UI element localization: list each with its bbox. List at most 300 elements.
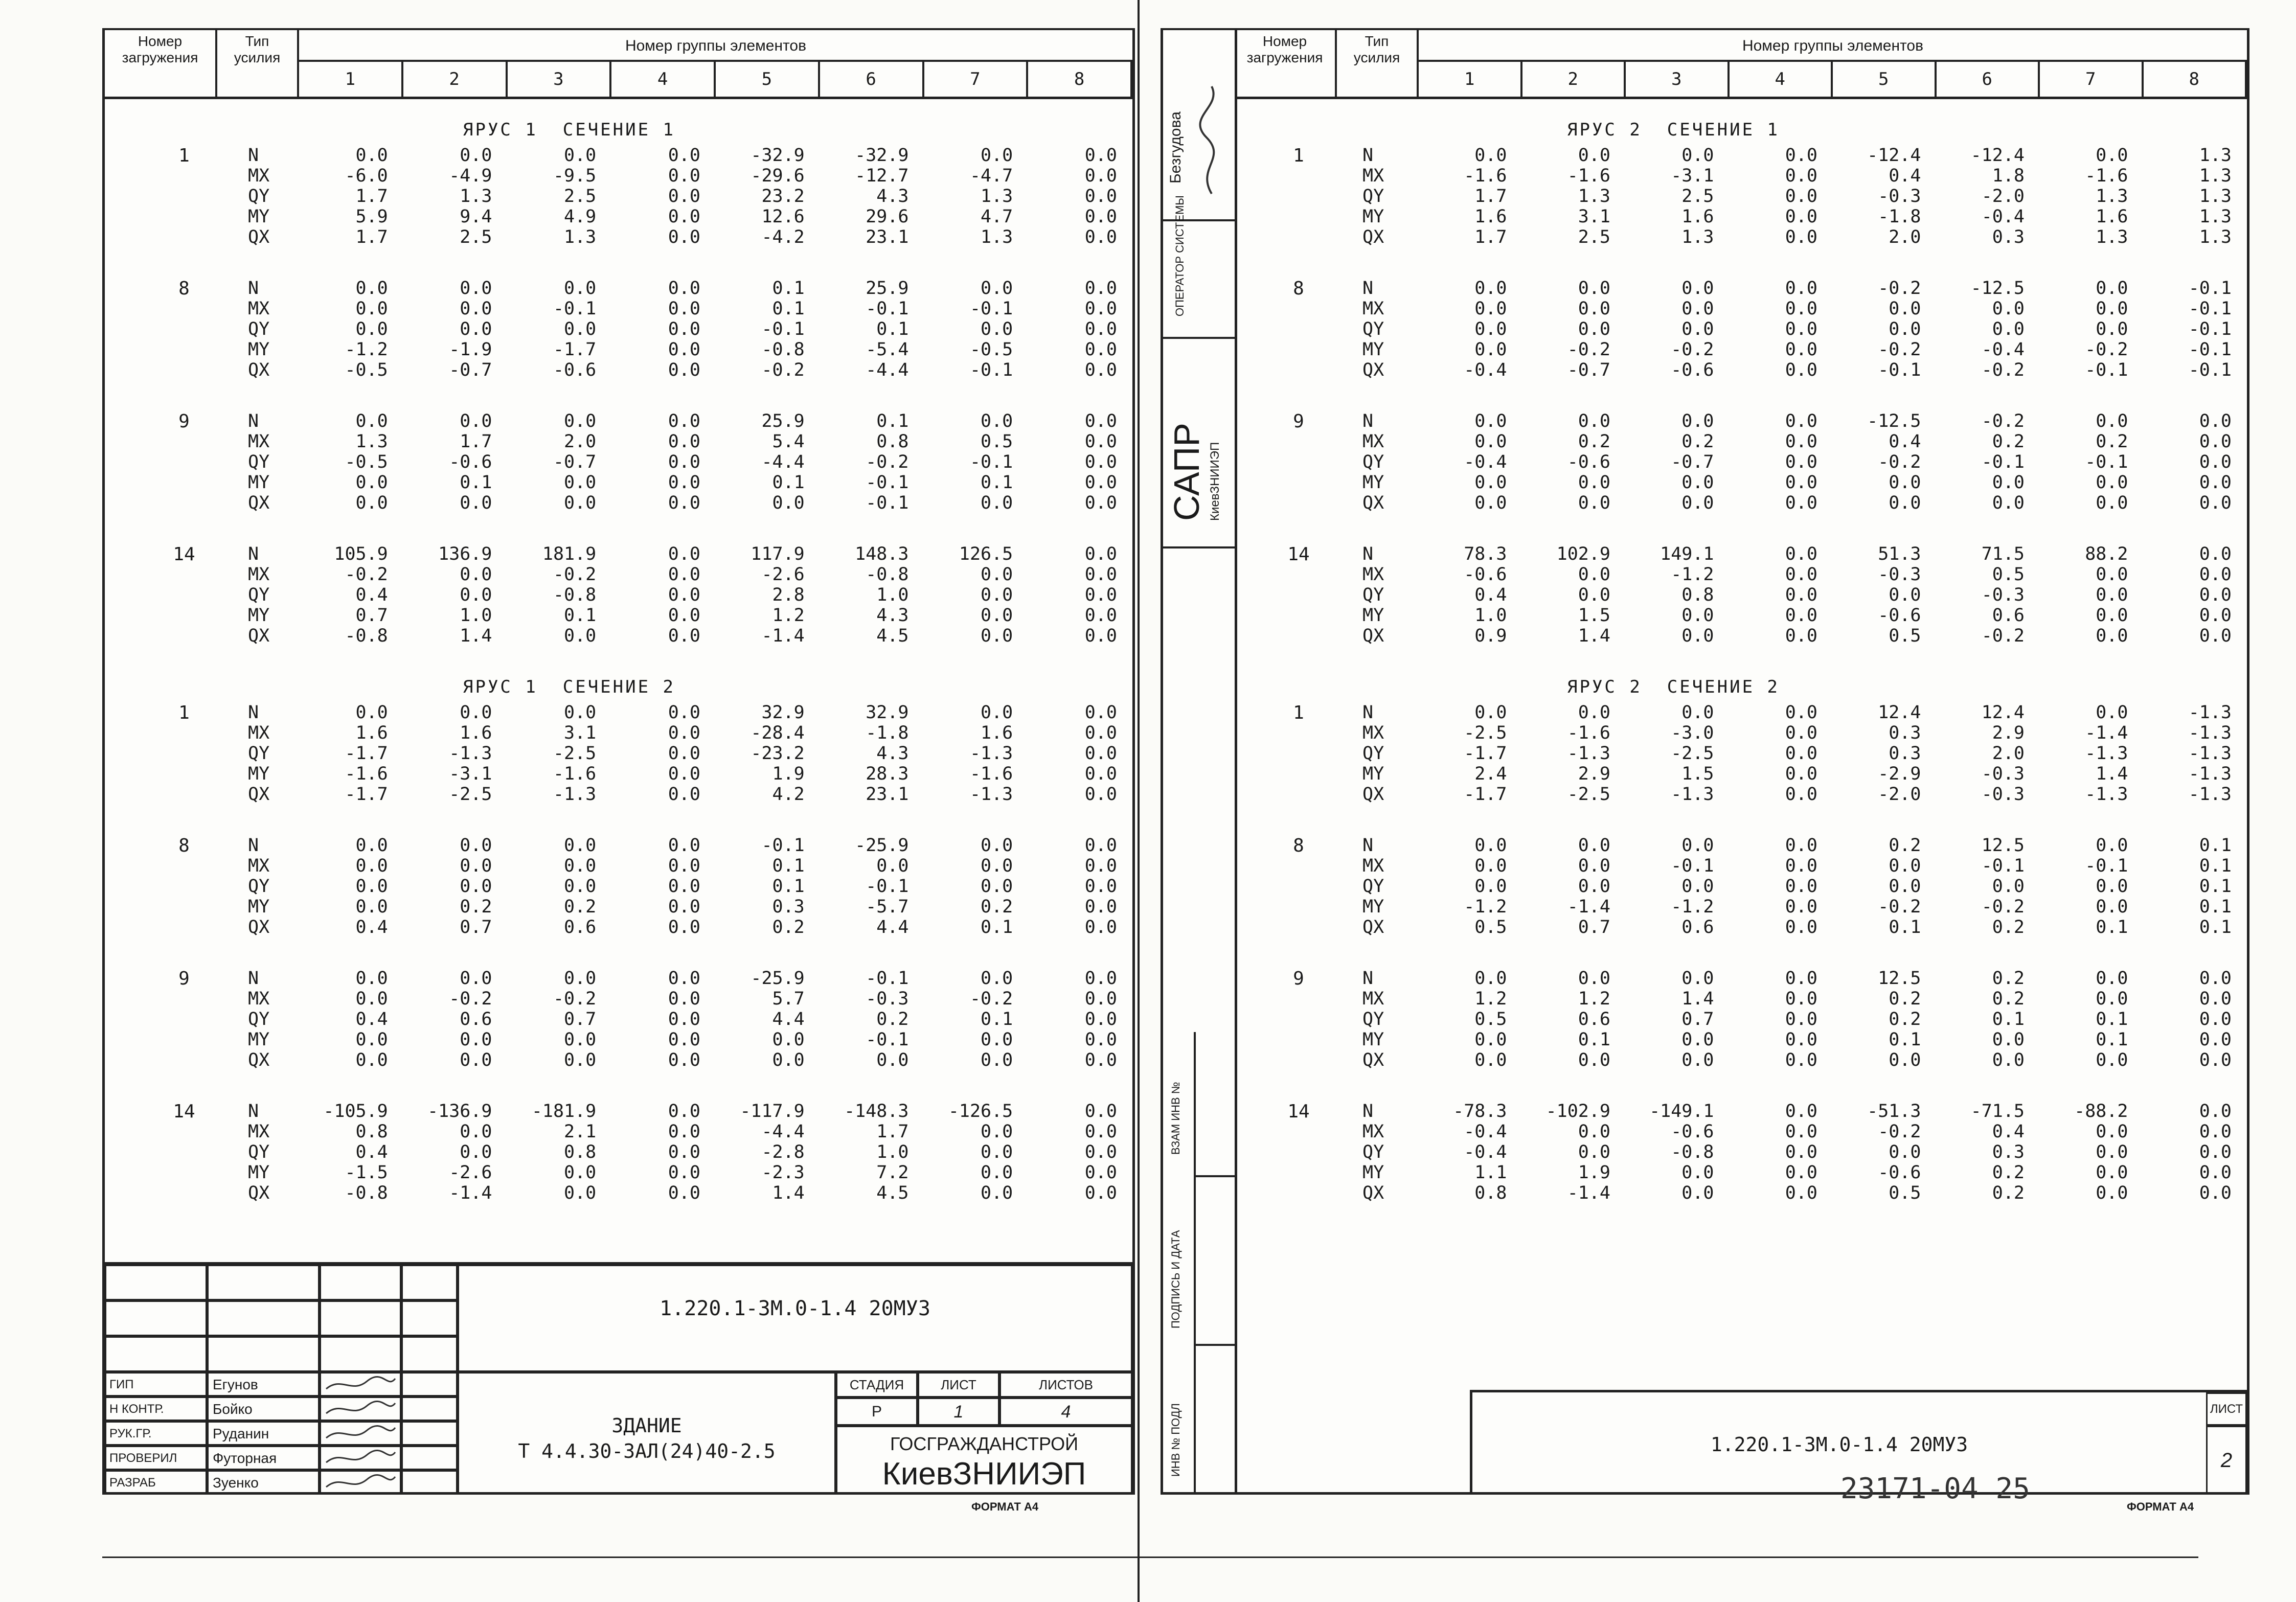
value-cell: 0.0 (564, 876, 597, 897)
force-type: QX (248, 493, 270, 513)
value-cell: 0.0 (981, 411, 1013, 431)
fold-line (1138, 0, 1140, 1602)
value-cell: -1.3 (2188, 743, 2232, 764)
force-type: QX (1362, 784, 1384, 805)
value-cell: -51.3 (1867, 1101, 1921, 1122)
value-cell: -1.6 (969, 764, 1013, 784)
value-cell: 0.0 (2199, 452, 2232, 472)
value-cell: 0.0 (668, 339, 700, 360)
value-cell: 0.1 (772, 856, 805, 876)
value-cell: -0.2 (1878, 1122, 1921, 1142)
value-cell: 0.0 (2096, 968, 2128, 989)
value-cell: 0.0 (668, 564, 700, 585)
value-cell: -0.1 (2188, 299, 2232, 319)
stamp-name: Егунов (207, 1372, 320, 1397)
value-cell: 0.1 (772, 472, 805, 493)
value-cell: 0.0 (1578, 319, 1610, 339)
value-cell: 2.0 (1889, 227, 1921, 247)
value-cell: 0.0 (1785, 145, 1817, 166)
value-cell: 3.1 (1578, 207, 1610, 227)
format-label: ФОРМАТ А4 (2127, 1500, 2194, 1513)
value-cell: 0.0 (668, 1009, 700, 1029)
value-cell: 0.0 (1681, 278, 1714, 299)
value-cell: 0.0 (1681, 876, 1714, 897)
value-cell: -29.6 (751, 166, 805, 186)
sidebar-inv: ИНВ № ПОДЛ (1169, 1403, 1182, 1477)
value-cell: 0.9 (1474, 626, 1507, 646)
force-type: MX (1362, 299, 1384, 319)
value-cell: 0.0 (1474, 319, 1507, 339)
value-cell: 5.9 (355, 207, 388, 227)
value-cell: 0.0 (355, 989, 388, 1009)
value-cell: 0.0 (981, 278, 1013, 299)
value-cell: 0.0 (1084, 431, 1117, 452)
value-cell: 4.3 (876, 743, 909, 764)
value-cell: -0.4 (1464, 1142, 1507, 1162)
value-cell: 0.2 (1889, 835, 1921, 856)
value-cell: 0.4 (355, 1009, 388, 1029)
group-number: 2 (403, 62, 508, 97)
value-cell: 4.5 (876, 626, 909, 646)
value-cell: -1.2 (1671, 564, 1714, 585)
value-cell: 0.0 (460, 299, 492, 319)
value-cell: 0.0 (1681, 299, 1714, 319)
force-type: MX (1362, 166, 1384, 186)
value-cell: 12.4 (1878, 702, 1921, 723)
value-cell: -25.9 (855, 835, 909, 856)
value-cell: -0.1 (1981, 452, 2025, 472)
value-cell: -32.9 (751, 145, 805, 166)
signature-icon (320, 1446, 401, 1470)
value-cell: 0.2 (460, 897, 492, 917)
value-cell: 0.1 (1578, 1029, 1610, 1050)
value-cell: 0.0 (668, 299, 700, 319)
stamp-cell (105, 1300, 207, 1336)
value-cell: 0.0 (460, 145, 492, 166)
force-type: QX (1362, 917, 1384, 937)
value-cell: 0.0 (355, 493, 388, 513)
value-cell: 0.0 (1681, 1183, 1714, 1203)
value-cell: 0.0 (1681, 319, 1714, 339)
value-cell: -0.1 (761, 835, 805, 856)
value-cell: 0.0 (1889, 319, 1921, 339)
value-cell: 0.0 (668, 227, 700, 247)
force-type: MX (1362, 431, 1384, 452)
org-cell (836, 1426, 1132, 1495)
value-cell: 0.0 (1889, 876, 1921, 897)
value-cell: 0.2 (1992, 968, 2025, 989)
value-cell: 0.0 (355, 897, 388, 917)
value-cell: 0.0 (1578, 702, 1610, 723)
stamp-cell (320, 1265, 401, 1300)
value-cell: 23.2 (761, 186, 805, 207)
value-cell: 0.0 (1084, 897, 1117, 917)
value-cell: 0.4 (355, 585, 388, 605)
value-cell: -1.2 (345, 339, 388, 360)
value-cell: 0.0 (2199, 968, 2232, 989)
value-cell: 0.0 (1785, 472, 1817, 493)
value-cell: 0.0 (1785, 856, 1817, 876)
table-header (1235, 30, 2247, 99)
value-cell: 0.0 (1084, 319, 1117, 339)
force-type: MX (1362, 856, 1384, 876)
value-cell: 0.0 (1889, 299, 1921, 319)
force-type: QY (1362, 452, 1384, 472)
value-cell: 0.0 (1474, 1050, 1507, 1070)
sheet-value: 1 (918, 1398, 999, 1426)
value-cell: 1.7 (460, 431, 492, 452)
value-cell: -0.1 (866, 968, 909, 989)
value-cell: 1.3 (981, 186, 1013, 207)
value-cell: 0.0 (1785, 452, 1817, 472)
signature-icon (320, 1397, 401, 1421)
value-cell: 1.6 (1681, 207, 1714, 227)
value-cell: 0.0 (1578, 411, 1610, 431)
value-cell: 32.9 (866, 702, 909, 723)
value-cell: -12.7 (855, 166, 909, 186)
value-cell: 2.5 (1578, 227, 1610, 247)
value-cell: 1.7 (355, 186, 388, 207)
value-cell: 4.3 (876, 186, 909, 207)
value-cell: 0.0 (1578, 835, 1610, 856)
force-type: MX (248, 723, 270, 743)
value-cell: 0.0 (1992, 319, 2025, 339)
stamp-name: Зуенко (207, 1470, 320, 1495)
load-number: 14 (1287, 544, 1310, 565)
value-cell: 0.0 (1785, 1009, 1817, 1029)
force-type: N (248, 411, 259, 431)
value-cell: 2.0 (564, 431, 597, 452)
value-cell: -2.3 (761, 1162, 805, 1183)
force-type: N (1362, 278, 1374, 299)
value-cell: 0.0 (1681, 1050, 1714, 1070)
value-cell: 0.0 (1084, 764, 1117, 784)
value-cell: 2.8 (772, 585, 805, 605)
force-type: QY (248, 585, 270, 605)
value-cell: -1.7 (1464, 784, 1507, 805)
force-type: QX (248, 227, 270, 247)
value-cell: -1.7 (1464, 743, 1507, 764)
section-title: ЯРУС 2 СЕЧЕНИЕ 1 (1567, 120, 1780, 140)
value-cell: 0.0 (668, 207, 700, 227)
value-cell: -0.1 (2188, 360, 2232, 380)
value-cell: 0.0 (1785, 186, 1817, 207)
load-number: 1 (178, 702, 190, 723)
value-cell: -0.1 (866, 472, 909, 493)
value-cell: 78.3 (1464, 544, 1507, 564)
value-cell: 1.2 (1474, 989, 1507, 1009)
value-cell: 0.0 (1084, 299, 1117, 319)
value-cell: 0.0 (564, 493, 597, 513)
value-cell: 0.0 (1785, 278, 1817, 299)
value-cell: 0.1 (981, 1009, 1013, 1029)
value-cell: 0.0 (668, 493, 700, 513)
value-cell: 0.0 (1992, 876, 2025, 897)
value-cell: 7.2 (876, 1162, 909, 1183)
value-cell: 105.9 (334, 544, 388, 564)
force-type: MX (1362, 723, 1384, 743)
group-title: Номер группы элементов (1419, 30, 2247, 62)
value-cell: 4.2 (772, 784, 805, 805)
value-cell: -0.1 (866, 1029, 909, 1050)
value-cell: 1.9 (772, 764, 805, 784)
value-cell: -0.6 (1671, 1122, 1714, 1142)
building-cell (458, 1372, 836, 1495)
value-cell: 0.0 (564, 1050, 597, 1070)
force-type: MX (248, 989, 270, 1009)
value-cell: 0.1 (564, 605, 597, 626)
value-cell: 0.0 (460, 278, 492, 299)
value-cell: 0.0 (1084, 585, 1117, 605)
sidebar-name: Безгудова (1167, 111, 1184, 184)
value-cell: -0.2 (1878, 339, 1921, 360)
value-cell: 0.0 (1578, 856, 1610, 876)
value-cell: -1.7 (345, 743, 388, 764)
value-cell: 0.0 (2199, 493, 2232, 513)
value-cell: 0.0 (1084, 626, 1117, 646)
value-cell: -0.1 (2188, 319, 2232, 339)
force-type: QY (1362, 1009, 1384, 1029)
format-label: ФОРМАТ А4 (971, 1500, 1039, 1513)
value-cell: 0.0 (668, 278, 700, 299)
col-load-header: Номер загружения (1235, 30, 1337, 97)
value-cell: -2.5 (1464, 723, 1507, 743)
value-cell: 0.0 (2096, 835, 2128, 856)
value-cell: 0.0 (1474, 493, 1507, 513)
stamp-cell (207, 1300, 320, 1336)
value-cell: 88.2 (2085, 544, 2128, 564)
value-cell: 0.0 (876, 1050, 909, 1070)
value-cell: -1.7 (553, 339, 597, 360)
value-cell: 0.0 (1889, 585, 1921, 605)
value-cell: 0.0 (1474, 835, 1507, 856)
stamp-role: ПРОВЕРИЛ (105, 1446, 207, 1470)
value-cell: 0.3 (1889, 723, 1921, 743)
signature-icon (320, 1421, 401, 1446)
value-cell: 0.1 (876, 319, 909, 339)
value-cell: 0.0 (355, 876, 388, 897)
group-number: 7 (924, 62, 1029, 97)
value-cell: 0.0 (2096, 472, 2128, 493)
value-cell: 4.5 (876, 1183, 909, 1203)
value-cell: -0.4 (1464, 360, 1507, 380)
value-cell: 0.0 (981, 1183, 1013, 1203)
value-cell: 0.2 (1992, 431, 2025, 452)
value-cell: -0.7 (553, 452, 597, 472)
value-cell: 1.3 (1681, 227, 1714, 247)
force-type: QX (1362, 360, 1384, 380)
value-cell: -149.1 (1649, 1101, 1714, 1122)
force-type: MY (1362, 897, 1384, 917)
force-type: QY (1362, 585, 1384, 605)
value-cell: -1.6 (345, 764, 388, 784)
value-cell: 0.0 (460, 564, 492, 585)
value-cell: 9.4 (460, 207, 492, 227)
value-cell: 0.0 (1785, 605, 1817, 626)
value-cell: -28.4 (751, 723, 805, 743)
value-cell: -1.3 (2188, 764, 2232, 784)
stamp-role: РУК.ГР. (105, 1421, 207, 1446)
value-cell: 0.2 (981, 897, 1013, 917)
value-cell: 0.0 (2096, 1050, 2128, 1070)
force-type: QX (1362, 227, 1384, 247)
value-cell: 0.0 (1681, 605, 1714, 626)
value-cell: -1.3 (969, 743, 1013, 764)
value-cell: 1.2 (772, 605, 805, 626)
value-cell: 148.3 (855, 544, 909, 564)
load-number: 14 (173, 1101, 195, 1122)
value-cell: 1.3 (2096, 186, 2128, 207)
value-cell: -0.8 (345, 626, 388, 646)
value-cell: -1.3 (2085, 784, 2128, 805)
force-type: QY (248, 876, 270, 897)
force-type: QY (1362, 1142, 1384, 1162)
value-cell: 0.0 (981, 605, 1013, 626)
value-cell: 0.0 (1084, 917, 1117, 937)
value-cell: 0.0 (1084, 1009, 1117, 1029)
value-cell: 0.0 (1084, 835, 1117, 856)
value-cell: 0.1 (981, 917, 1013, 937)
sidebar-vzam: ВЗАМ ИНВ № (1169, 1082, 1182, 1155)
value-cell: 1.0 (876, 1142, 909, 1162)
value-cell: 0.0 (668, 743, 700, 764)
value-cell: 0.0 (2096, 145, 2128, 166)
load-number: 9 (178, 411, 190, 432)
value-cell: 2.9 (1578, 764, 1610, 784)
stamp-role: РАЗРАБ (105, 1470, 207, 1495)
value-cell: 0.0 (1785, 1122, 1817, 1142)
value-cell: -0.2 (866, 452, 909, 472)
value-cell: 0.8 (1474, 1183, 1507, 1203)
value-cell: 0.0 (668, 431, 700, 452)
value-cell: 0.0 (1785, 319, 1817, 339)
value-cell: -0.1 (553, 299, 597, 319)
force-type: MY (1362, 472, 1384, 493)
value-cell: 0.0 (1681, 493, 1714, 513)
value-cell: 0.0 (1785, 743, 1817, 764)
value-cell: 0.0 (1084, 145, 1117, 166)
value-cell: 0.0 (1785, 339, 1817, 360)
value-cell: 0.0 (2096, 626, 2128, 646)
group-number: 3 (1626, 62, 1730, 97)
value-cell: 0.0 (1889, 1142, 1921, 1162)
value-cell: 0.0 (1785, 227, 1817, 247)
value-cell: -0.3 (1981, 585, 2025, 605)
value-cell: -1.6 (553, 764, 597, 784)
value-cell: 0.0 (981, 564, 1013, 585)
group-number: 5 (716, 62, 820, 97)
value-cell: 0.0 (1084, 1142, 1117, 1162)
force-type: MX (248, 1122, 270, 1142)
force-type: QX (248, 1050, 270, 1070)
value-cell: 1.6 (460, 723, 492, 743)
doc-code-cell (458, 1265, 1132, 1372)
force-type: MX (1362, 564, 1384, 585)
value-cell: -0.6 (1464, 564, 1507, 585)
value-cell: 0.0 (2199, 1142, 2232, 1162)
value-cell: 0.0 (1785, 1183, 1817, 1203)
value-cell: 0.0 (668, 1050, 700, 1070)
value-cell: -2.0 (1878, 784, 1921, 805)
value-cell: 0.0 (668, 1029, 700, 1050)
value-cell: 0.0 (1084, 856, 1117, 876)
value-cell: 0.0 (355, 472, 388, 493)
value-cell: 0.0 (564, 472, 597, 493)
value-cell: 181.9 (542, 544, 597, 564)
value-cell: 12.4 (1981, 702, 2025, 723)
force-type: MY (248, 1162, 270, 1183)
value-cell: 0.0 (1785, 917, 1817, 937)
value-cell: 5.4 (772, 431, 805, 452)
value-cell: 4.3 (876, 605, 909, 626)
value-cell: -0.1 (866, 493, 909, 513)
value-cell: 0.0 (668, 166, 700, 186)
value-cell: 1.3 (1578, 186, 1610, 207)
value-cell: -0.2 (1981, 897, 2025, 917)
value-cell: -1.3 (2188, 723, 2232, 743)
value-cell: -0.1 (1981, 856, 2025, 876)
value-cell: 0.6 (460, 1009, 492, 1029)
value-cell: -0.2 (1878, 278, 1921, 299)
value-cell: 12.5 (1981, 835, 2025, 856)
value-cell: 0.0 (1084, 702, 1117, 723)
value-cell: 0.0 (2199, 1050, 2232, 1070)
value-cell: -0.3 (1878, 564, 1921, 585)
value-cell: 0.0 (668, 544, 700, 564)
value-cell: -1.2 (1464, 897, 1507, 917)
value-cell: -2.5 (449, 784, 492, 805)
force-type: MX (248, 856, 270, 876)
force-type: QY (248, 1009, 270, 1029)
value-cell: 28.3 (866, 764, 909, 784)
stamp-cell (105, 1336, 207, 1372)
value-cell: 29.6 (866, 207, 909, 227)
value-cell: -0.1 (969, 299, 1013, 319)
value-cell: -5.7 (866, 897, 909, 917)
value-cell: -1.6 (2085, 166, 2128, 186)
value-cell: 1.7 (1474, 227, 1507, 247)
force-type: MX (248, 299, 270, 319)
value-cell: 0.2 (1578, 431, 1610, 452)
value-cell: -1.7 (345, 784, 388, 805)
sheet-label: ЛИСТ (918, 1372, 999, 1398)
stamp-cell (207, 1336, 320, 1372)
group-number: 4 (1730, 62, 1833, 97)
force-type: MY (1362, 339, 1384, 360)
value-cell: -0.6 (449, 452, 492, 472)
value-cell: 0.5 (1992, 564, 2025, 585)
force-type: N (248, 1101, 259, 1122)
force-type: N (1362, 702, 1374, 723)
value-cell: -4.4 (761, 452, 805, 472)
table-header (105, 30, 1132, 99)
value-cell: -0.4 (1464, 452, 1507, 472)
value-cell: 0.2 (1992, 1162, 2025, 1183)
value-cell: -1.4 (449, 1183, 492, 1203)
value-cell: 0.3 (1889, 743, 1921, 764)
value-cell: 0.0 (981, 702, 1013, 723)
stamp-date-cell (401, 1446, 458, 1470)
value-cell: 0.0 (981, 626, 1013, 646)
value-cell: 0.0 (981, 835, 1013, 856)
value-cell: -2.5 (1671, 743, 1714, 764)
value-cell: 0.0 (564, 856, 597, 876)
value-cell: 0.0 (1084, 723, 1117, 743)
force-type: MY (1362, 207, 1384, 227)
value-cell: 4.4 (772, 1009, 805, 1029)
force-type: QY (248, 319, 270, 339)
value-cell: -1.3 (2085, 743, 2128, 764)
